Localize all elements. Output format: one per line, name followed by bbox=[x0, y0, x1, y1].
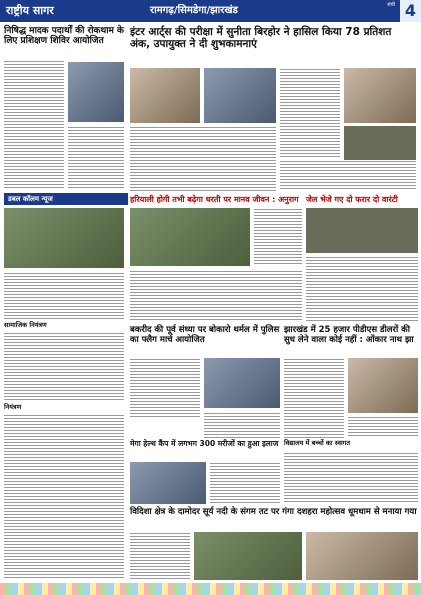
lead-body-text bbox=[130, 126, 276, 191]
flag-march-photo bbox=[204, 358, 280, 408]
lead-photo bbox=[204, 68, 276, 123]
ganga-dussehra-photo bbox=[194, 532, 302, 580]
lead-photo bbox=[344, 68, 416, 123]
story-body-text bbox=[284, 358, 344, 438]
story-headline-pds: झारखंड में 25 हजार पीडीएस डीलरों की सुध लेने वाला कोई नहीं : ओंकार नाथ झा bbox=[284, 325, 414, 345]
story-headline-camp: मेगा हेल्थ कैंप में लगभग 300 मरीजों का हुआ इलाज bbox=[130, 439, 279, 448]
story-body-text bbox=[130, 532, 190, 580]
lead-headline: इंटर आर्ट्स की परीक्षा में सुनीता बिरहोर ने हासिल किया 78 प्रतिशत अंक, उपायुक्त ने दी शुभकामनाएं bbox=[130, 26, 392, 51]
story-body-text bbox=[4, 332, 124, 402]
story-body-text bbox=[204, 412, 280, 438]
story-headline-drug-camp: निषिद्ध मादक पदार्थों की रोकथाम के लिए प्रशिक्षण शिविर आयोजित bbox=[4, 26, 124, 47]
newspaper-name: राष्ट्रीय सागर bbox=[6, 4, 54, 17]
story-photo bbox=[68, 62, 124, 122]
portrait-photo bbox=[348, 358, 418, 413]
story-body-text bbox=[68, 126, 124, 190]
ganga-dussehra-photo bbox=[306, 532, 418, 580]
story-headline-bakrid: बकरीद की पूर्व संध्या पर बोकारो थर्मल में पुलिस का फ्लैग मार्च आयोजित bbox=[130, 325, 280, 345]
story-body-text bbox=[4, 414, 124, 580]
story-body-text bbox=[210, 462, 280, 504]
page-number: 4 bbox=[400, 0, 421, 22]
lead-body-text bbox=[280, 68, 340, 158]
story-body-text bbox=[284, 452, 418, 504]
story-headline-jail: जेल भेजे गए दो फरार दो वारंटी bbox=[306, 195, 398, 204]
lead-body-text bbox=[280, 160, 416, 191]
tree-plantation-photo bbox=[130, 208, 250, 266]
masthead-city: रांची bbox=[387, 2, 395, 8]
jail-photo bbox=[306, 208, 418, 253]
story-body-text bbox=[254, 208, 302, 266]
story-headline-ganga: विदिशा क्षेत्र के दामोदर सूर्य नदी के संगम तट पर गंगा दशहरा महोत्सव धूमधाम से मनाया गया bbox=[130, 507, 417, 517]
story-headline-left: नियंत्रण bbox=[4, 403, 22, 411]
story-body-text bbox=[130, 270, 302, 322]
story-body-text bbox=[348, 416, 418, 438]
lead-photo bbox=[130, 68, 200, 123]
footer-color-strip bbox=[0, 583, 421, 595]
story-headline-left: सामाजिक नियंत्रण bbox=[4, 321, 47, 329]
story-body-text bbox=[306, 256, 418, 322]
story-body-text bbox=[4, 60, 64, 190]
section-title: रामगढ़/सिमडेगा/झारखंड bbox=[150, 5, 238, 16]
double-column-band: डबल कॉलम न्यूज bbox=[4, 193, 128, 205]
story-headline-school: विद्यालय में बच्चों का स्वागत bbox=[284, 439, 351, 447]
story-body-text bbox=[130, 358, 200, 418]
health-camp-photo bbox=[130, 462, 206, 504]
story-body-text bbox=[4, 272, 124, 320]
story-photo bbox=[4, 208, 124, 268]
story-headline-green: हरियाली होगी तभी बढ़ेगा धरती पर मानव जीवन : अनुराग bbox=[130, 195, 299, 204]
